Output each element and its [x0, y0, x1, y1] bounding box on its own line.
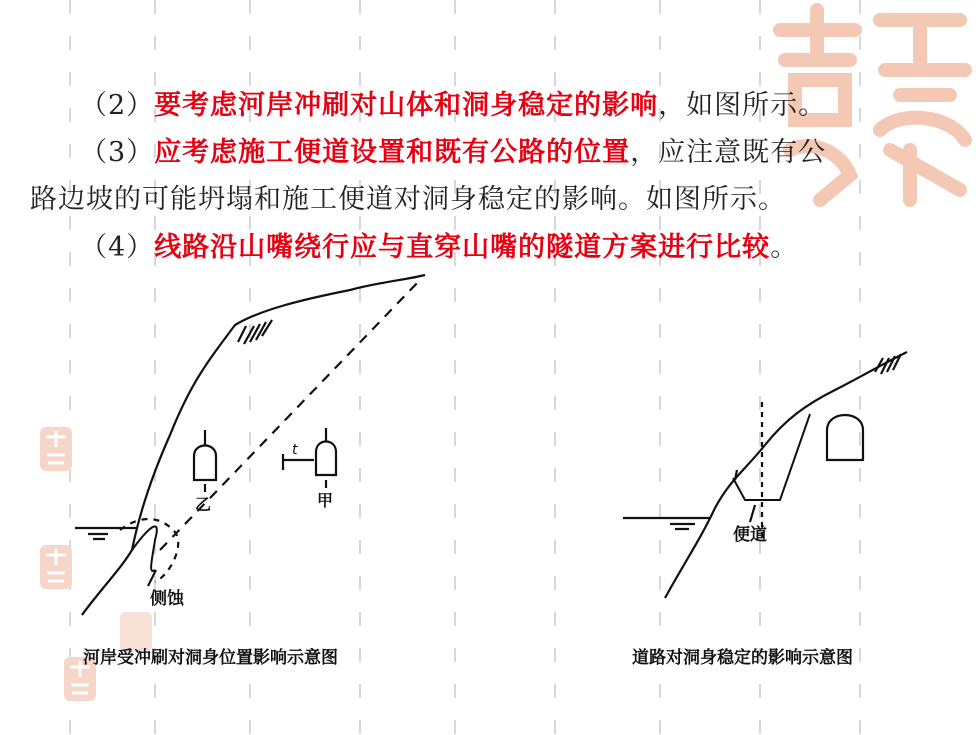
tunnel-icon	[194, 446, 216, 481]
figure1-caption: 河岸受冲刷对洞身位置影响示意图	[83, 648, 338, 668]
paragraph-2	[80, 83, 826, 122]
item-number: （2）	[80, 90, 155, 121]
body-text: 路边坡的可能坍塌和施工便道对洞身稳定的影响。如图所示。	[30, 184, 786, 215]
item-number: （3）	[80, 137, 155, 168]
item-number: （4）	[80, 232, 155, 263]
label-jia: 甲	[317, 491, 334, 510]
paragraph-4	[80, 225, 798, 264]
slope-profile	[665, 352, 907, 598]
paragraph-3	[80, 130, 826, 169]
key-point-text: 线路沿山嘴绕行应与直穿山嘴的隧道方案进行比较	[154, 232, 771, 263]
figure-road-effect	[615, 340, 915, 610]
label-erosion: 侧蚀	[150, 589, 184, 609]
label-t: t	[292, 442, 298, 458]
body-text: ，应注意既有公	[630, 137, 827, 168]
figure2-caption: 道路对洞身稳定的影响示意图	[632, 648, 853, 668]
key-point-text: 应考虑施工便道设置和既有公路的位置	[154, 137, 631, 168]
figure-riverbank-erosion	[60, 270, 460, 630]
label-road: 便道	[733, 525, 767, 545]
paragraph-3-continued	[30, 177, 786, 216]
label-yi: 乙	[195, 495, 212, 514]
body-text: 。	[770, 232, 799, 263]
key-point-text: 要考虑河岸冲刷对山体和洞身稳定的影响	[154, 90, 659, 121]
tunnel-icon	[316, 442, 336, 476]
tunnel-icon	[827, 415, 863, 460]
body-text: ，如图所示。	[658, 90, 827, 121]
